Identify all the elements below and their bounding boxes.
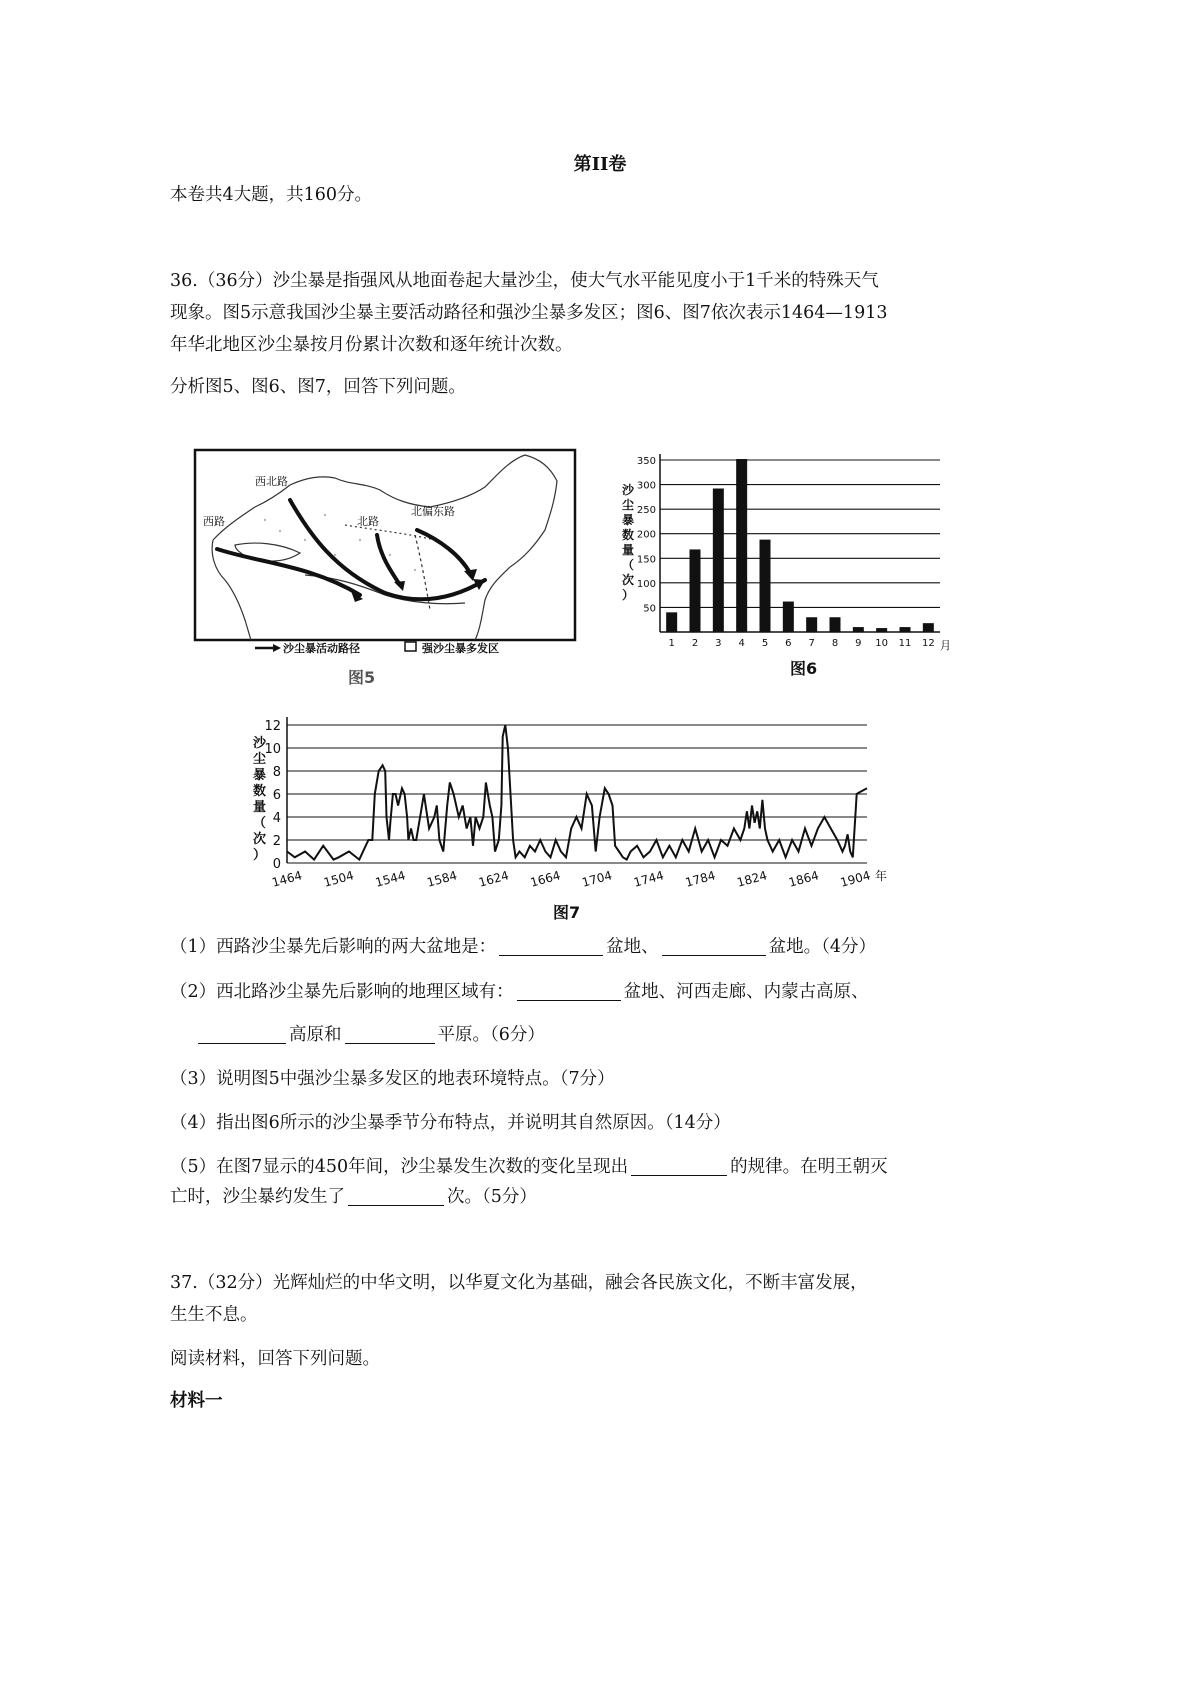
figure-6-bar xyxy=(853,627,864,632)
figure-6-caption: 图6 xyxy=(790,659,818,678)
figure-6-bar xyxy=(876,628,887,632)
figure-6-xtick-label: 6 xyxy=(785,638,792,649)
figure-6-bar xyxy=(690,549,701,632)
figure-6-ytick-label: 250 xyxy=(636,505,656,517)
figure-6-ytick-label: 200 xyxy=(636,529,656,541)
q36-sub5-text-d: 次。（5分） xyxy=(447,1187,537,1207)
figure-5-caption: 图5 xyxy=(348,668,376,687)
figure-7-ytick-label: 6 xyxy=(272,788,281,803)
figure-6-bar xyxy=(806,617,817,632)
figure-6-bar xyxy=(736,459,747,632)
figure-6-bar xyxy=(900,627,911,632)
q36-sub1-text-c: 盆地。（4分） xyxy=(768,937,877,957)
q36-sub2-text-b: 盆地、河西走廊、内蒙古高原、 xyxy=(623,982,869,1002)
answer-blank[interactable] xyxy=(631,1155,727,1176)
q36-prompt: 分析图5、图6、图7，回答下列问题。 xyxy=(170,377,466,397)
intro-text: 本卷共4大题，共160分。 xyxy=(170,185,373,205)
figure-7-series-line xyxy=(287,725,867,860)
route-label-north-east: 北偏东路 xyxy=(411,505,455,518)
figure-7-xtick-label: 1584 xyxy=(425,868,459,890)
q36-sub2-text-d: 平原。（6分） xyxy=(437,1025,545,1045)
legend-area-label: 强沙尘暴多发区 xyxy=(422,642,499,655)
q36-sub1-text-a: （1）西路沙尘暴先后影响的两大盆地是： xyxy=(170,937,497,957)
figure-7-ytick-label: 4 xyxy=(272,811,281,826)
answer-blank[interactable] xyxy=(348,1185,444,1206)
q36-sub1 xyxy=(170,932,876,962)
figure-6-bar xyxy=(760,540,771,632)
figure-6-xtick-label: 9 xyxy=(855,638,862,649)
figure-6-xtick-label: 7 xyxy=(808,638,815,649)
q37-material-heading: 材料一 xyxy=(170,1391,223,1411)
answer-blank[interactable] xyxy=(517,980,621,1001)
q37-prompt: 阅读材料，回答下列问题。 xyxy=(170,1349,380,1369)
figure-7-chart xyxy=(235,705,900,930)
figure-7-xtick-label: 1784 xyxy=(683,868,717,890)
figure-7-xtick-label: 1904 xyxy=(838,868,872,890)
figure-7-ytick-label: 0 xyxy=(272,857,281,872)
figure-7-ytick-label: 8 xyxy=(272,765,281,780)
figure-6-xtick-label: 3 xyxy=(715,638,722,649)
legend-route-label: 沙尘暴活动路径 xyxy=(283,642,360,655)
answer-blank[interactable] xyxy=(345,1023,435,1044)
route-label-north: 北路 xyxy=(357,515,379,528)
q36-sub2-line1 xyxy=(170,977,869,1007)
figure-7-xtick-label: 1624 xyxy=(477,868,511,890)
figure-7-ytick-label: 2 xyxy=(272,834,281,849)
route-label-northwest: 西北路 xyxy=(255,475,288,488)
figure-6-bar xyxy=(783,602,794,632)
q36-sub2-text-a: （2）西北路沙尘暴先后影响的地理区域有： xyxy=(170,982,514,1002)
figure-6-xtick-label: 1 xyxy=(668,638,675,649)
figure-7-xtick-label: 1864 xyxy=(787,868,821,890)
figure-6-bar xyxy=(830,617,841,632)
figure-7-xtick-label: 1824 xyxy=(735,868,769,890)
figure-6-ytick-label: 300 xyxy=(636,480,656,492)
q36-sub5-text-a: （5）在图7显示的450年间，沙尘暴发生次数的变化呈现出 xyxy=(170,1157,629,1177)
q37-line1: 37.（32分）光辉灿烂的中华文明，以华夏文化为基础，融会各民族文化，不断丰富发展， xyxy=(170,1273,868,1293)
figure-6-xtick-label: 2 xyxy=(691,638,699,649)
figure-7-xtick-label: 1504 xyxy=(322,868,356,890)
figure-6-ytick-label: 350 xyxy=(636,456,656,467)
q36-sub5-text-c: 亡时，沙尘暴约发生了 xyxy=(170,1187,345,1207)
figure-7-caption: 图7 xyxy=(553,903,581,922)
figure-7-x-unit: 年 xyxy=(875,869,888,883)
figure-6-chart xyxy=(610,442,955,687)
q36-line3: 年华北地区沙尘暴按月份累计次数和逐年统计次数。 xyxy=(170,335,573,355)
q37-line2: 生生不息。 xyxy=(170,1305,258,1325)
q36-sub5-text-b: 的规律。在明王朝灭 xyxy=(730,1157,888,1177)
q36-sub2-text-c: 高原和 xyxy=(289,1025,342,1045)
q36-sub1-text-b: 盆地、 xyxy=(606,937,659,957)
figure-7-xtick-label: 1664 xyxy=(528,868,562,890)
answer-blank[interactable] xyxy=(198,1023,286,1044)
figure-6-bar xyxy=(666,612,677,632)
figure-5-map xyxy=(185,445,590,695)
figure-6-xtick-label: 8 xyxy=(831,638,839,649)
figure-6-xtick-label: 5 xyxy=(761,638,769,649)
answer-blank[interactable] xyxy=(662,935,766,956)
q36-line2: 现象。图5示意我国沙尘暴主要活动路径和强沙尘暴多发区；图6、图7依次表示1464—1913 xyxy=(170,303,888,323)
q36-sub2-line2 xyxy=(195,1020,545,1050)
figure-6-bar xyxy=(713,489,724,632)
q36-sub3: （3）说明图5中强沙尘暴多发区的地表环境特点。（7分） xyxy=(170,1069,615,1089)
figure-7-ytick-label: 12 xyxy=(264,719,281,734)
figure-6-bar xyxy=(923,623,934,632)
figure-7-ytick-label: 10 xyxy=(264,742,281,757)
figure-6-xtick-label: 11 xyxy=(898,638,912,649)
figure-7-xtick-label: 1544 xyxy=(373,868,407,890)
route-label-west: 西路 xyxy=(203,515,225,528)
q36-line1: 36.（36分）沙尘暴是指强风从地面卷起大量沙尘，使大气水平能见度小于1千米的特殊天气 xyxy=(170,271,879,291)
figure-7-ylabel: 沙尘暴数量（次） xyxy=(253,736,267,863)
figure-6-ylabel: 沙尘暴数量（次） xyxy=(622,483,635,602)
figure-7-xtick-label: 1744 xyxy=(632,868,666,890)
q36-sub5-line1 xyxy=(170,1152,888,1182)
figure-6-xtick-label: 4 xyxy=(738,638,745,649)
q36-sub5-line2 xyxy=(170,1182,537,1212)
answer-blank[interactable] xyxy=(499,935,603,956)
legend-area-swatch xyxy=(405,642,416,651)
figure-6-xtick-label: 12 xyxy=(921,638,935,649)
figure-6-xtick-label: 10 xyxy=(875,638,889,649)
figure-7-xtick-label: 1704 xyxy=(580,868,614,890)
figure-6-ytick-label: 100 xyxy=(636,578,656,590)
figure-7-xtick-label: 1464 xyxy=(270,868,304,890)
q36-sub4: （4）指出图6所示的沙尘暴季节分布特点，并说明其自然原因。（14分） xyxy=(170,1113,731,1133)
figure-5-legend xyxy=(255,641,499,655)
figure-6-ytick-label: 150 xyxy=(636,554,656,566)
page-title: 第II卷 xyxy=(573,154,627,175)
figure-6-ytick-label: 50 xyxy=(643,603,656,615)
figure-6-x-unit: 月 xyxy=(940,639,951,652)
